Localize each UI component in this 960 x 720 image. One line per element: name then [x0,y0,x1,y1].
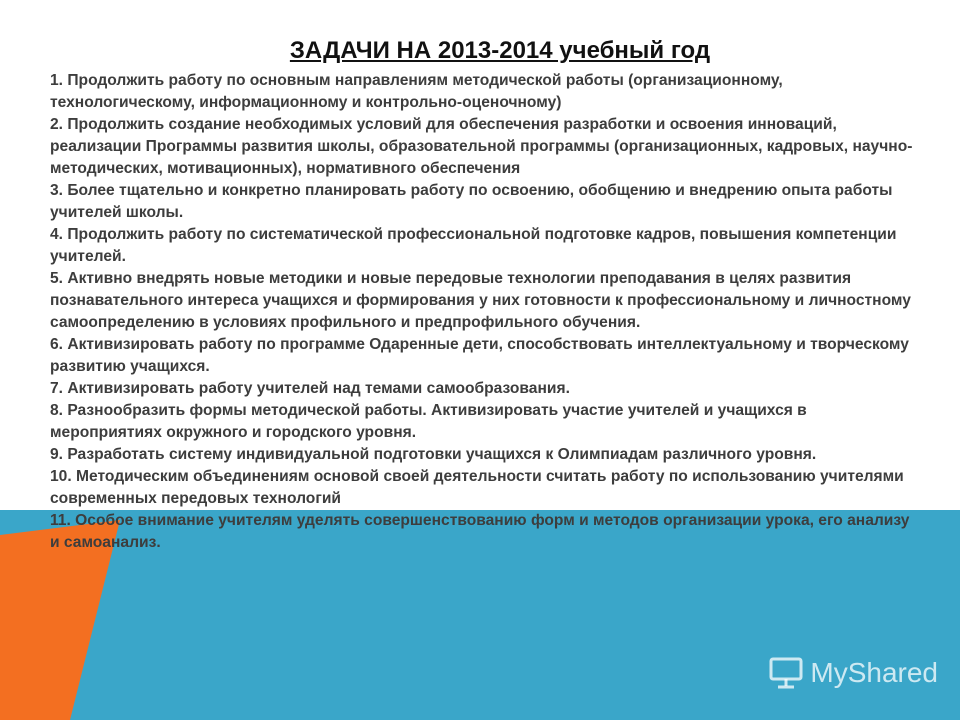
task-item-7: 7. Активизировать работу учителей над темами самообразования. [50,380,570,397]
slide-title: ЗАДАЧИ НА 2013-2014 учебный год [289,37,711,64]
presentation-board-icon [768,656,804,690]
task-item-6: 6. Активизировать работу по программе Одаренные дети, способствовать интеллектуальному и творческому развитию учащихся. [50,336,909,375]
task-item-8: 8. Разнообразить формы методической работы. Активизировать участие учителей и учащихся в мероприятиях окружного и городского уровня. [50,402,807,441]
task-item-11: 11. Особое внимание учителям уделять совершенствованию форм и методов организации урока, его анализу и самоанализ. [50,512,910,551]
watermark-text: MyShared [810,657,938,688]
task-item-4: 4. Продолжить работу по систематической профессиональной подготовке кадров, повышения компетенции учителей. [50,226,897,265]
task-item-1: 1. Продолжить работу по основным направлениям методической работы (организационному, технологическому, информационному и контрольно-оценочному) [50,72,783,111]
task-item-5: 5. Активно внедрять новые методики и новые передовые технологии преподавания в целях развития познавательного интереса учащихся и формирования у них готовности к профессиональному и личностному самоопределению в условиях профильного и предпрофильного обучения. [50,270,911,331]
task-item-10: 10. Методическим объединениям основой своей деятельности считать работу по использованию учителями современных передовых технологий [50,468,904,507]
task-item-2: 2. Продолжить создание необходимых условий для обеспечения разработки и освоения инноваций, реализации Программы развития школы, образовательной программы (организационных, кадровых, научно-методических, мотивационных), нормативного обеспечения [50,116,913,177]
task-list [50,70,920,554]
task-item-3: 3. Более тщательно и конкретно планировать работу по освоению, обобщению и внедрению опыта работы учителей школы. [50,182,893,221]
task-item-9: 9. Разработать систему индивидуальной подготовки учащихся к Олимпиадам различного уровня. [50,446,817,463]
myshared-watermark [768,656,938,690]
slide-content [50,36,920,554]
